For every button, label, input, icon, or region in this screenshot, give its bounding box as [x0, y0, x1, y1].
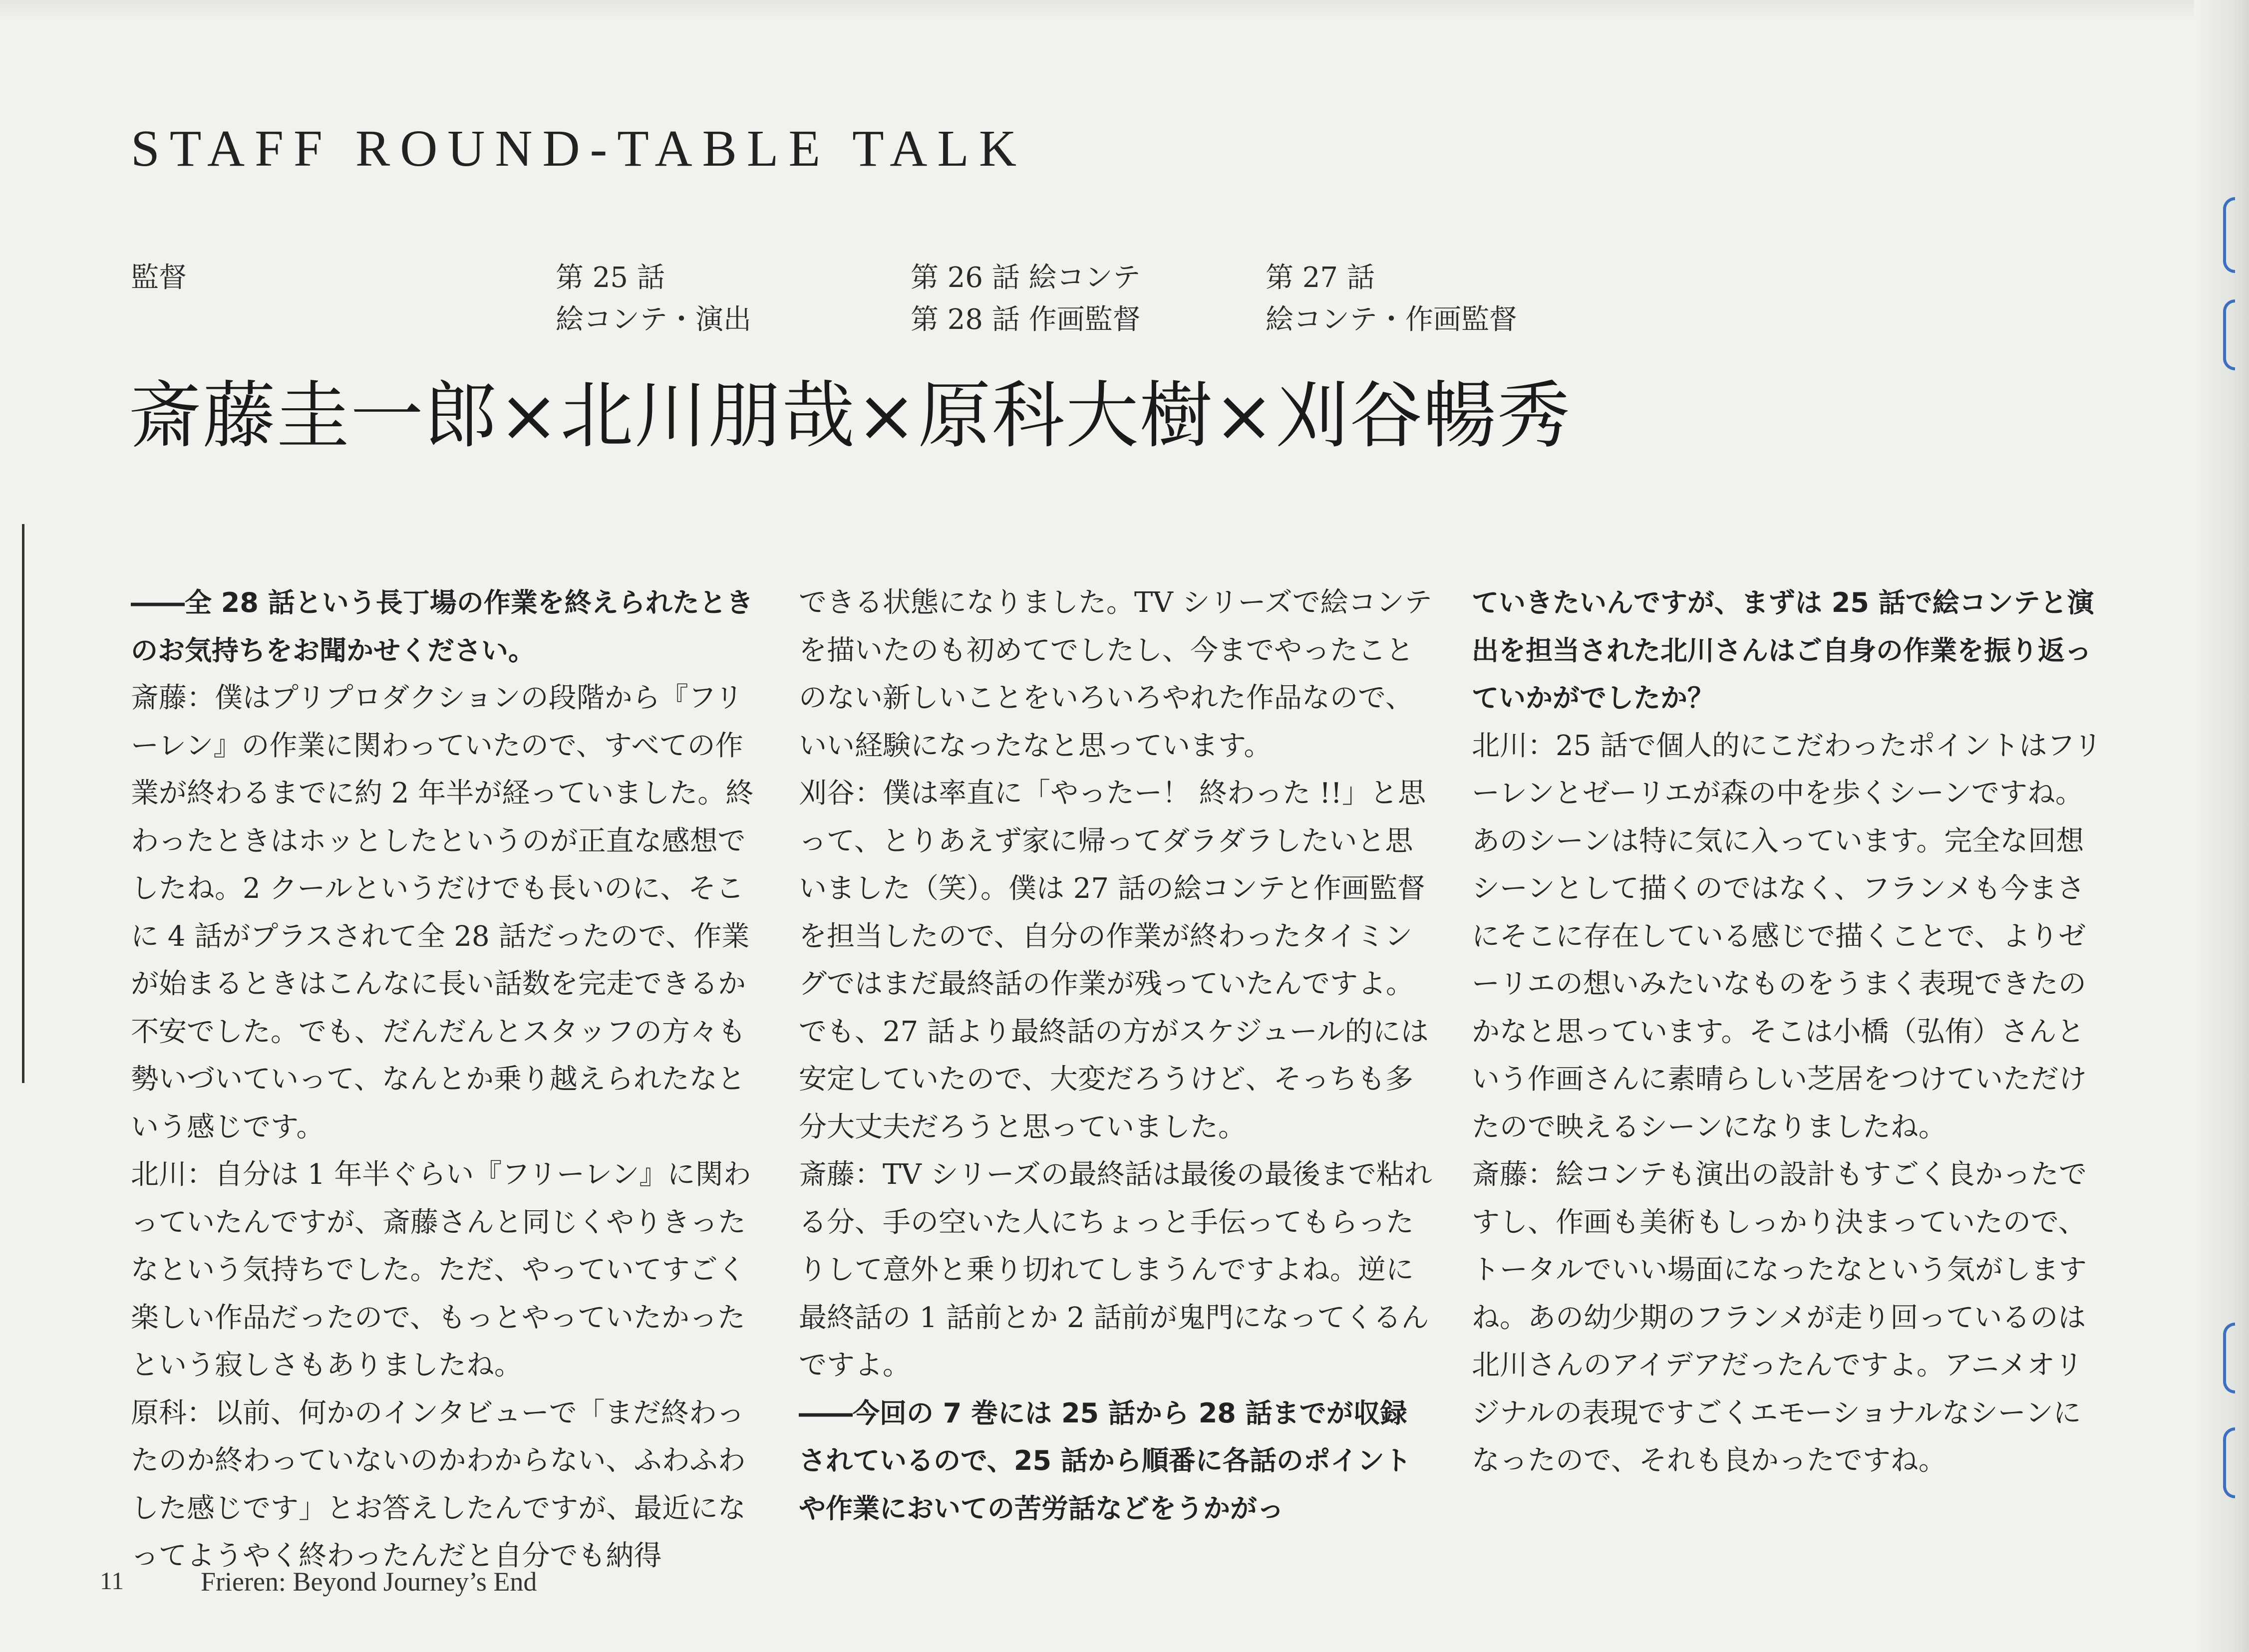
interview-answer: 原科：以前、何かのインタビューで「まだ終わったのか終わっていないのかわからない、ふわふわした感じです」とお答えしたんですが、最近になってようやく終わったんだと自分でも納得 [131, 1396, 746, 1572]
text-column-3 [1472, 579, 2106, 1485]
role-episode-26-28 [911, 257, 1141, 341]
margin-rule [22, 524, 24, 1083]
binding-staple [2223, 197, 2235, 273]
section-title: STAFF ROUND-TABLE TALK [131, 120, 1027, 177]
text-column-1 [131, 579, 765, 1580]
interview-answer: 刈谷：僕は率直に「やったー！ 終わった !!」と思って、とりあえず家に帰ってダラダラしたいと思いました（笑）。僕は 27 話の絵コンテと作画監督を担当したので、自分の作業が終わったタイミングではまだ最終話の作業が残っていたんですよ。でも、27 話より最終話の方がスケジュール的には安定していたので、大変だろうけど、そっちも多分大丈夫だろうと思っていました。 [799, 777, 1429, 1143]
interview-answer: 斎藤：TV シリーズの最終話は最後の最後まで粘れる分、手の空いた人にちょっと手伝ってもらったりして意外と乗り切れてしまうんですよね。逆に最終話の 1 話前とか 2 話前が鬼門になってくるんですよ。 [799, 1158, 1432, 1381]
binding-staple [2223, 299, 2235, 370]
participant-names: 斎藤圭一郎×北川朋哉×原科大樹×刈谷暢秀 [129, 373, 1571, 458]
interview-answer: できる状態になりました。TV シリーズで絵コンテを描いたのも初めてでしたし、今までやったことのない新しいことをいろいろやれた作品なので、いい経験になったなと思っています。 [799, 586, 1432, 762]
role-line: 第 27 話 [1266, 262, 1375, 294]
interview-answer: 北川：自分は 1 年半ぐらい『フリーレン』に関わっていたんですが、斎藤さんと同じくやりきったなという気持ちでした。ただ、やっていてすごく楽しい作品だったので、もっとやっていたかったという寂しさもありましたね。 [131, 1158, 751, 1381]
role-line: 第 28 話 作画監督 [911, 303, 1141, 336]
interview-answer: 斎藤：絵コンテも演出の設計もすごく良かったですし、作画も美術もしっかり決まっていたので、トータルでいい場面になったなという気がしますね。あの幼少期のフランメが走り回っているのは北川さんのアイデアだったんですよ。アニメオリジナルの表現ですごくエモーショナルなシーンになったので、それも良かったですね。 [1472, 1158, 2087, 1477]
role-director [131, 257, 187, 299]
book-title: Frieren: Beyond Journey’s End [201, 1567, 537, 1597]
role-line: 第 25 話 [556, 262, 665, 294]
page-edge [0, 0, 2249, 20]
interview-answer: 北川：25 話で個人的にこだわったポイントはフリーレンとゼーリエが森の中を歩くシーンですね。あのシーンは特に気に入っています。完全な回想シーンとして描くのではなく、フランメも今まさにそこに存在している感じで描くことで、よりゼーリエの想いみたいなものをうまく表現できたのかなと思っています。そこは小橋（弘侑）さんという作画さんに素晴らしい芝居をつけていただけたので映えるシーンになりましたね。 [1472, 729, 2102, 1143]
role-line: 絵コンテ・作画監督 [1266, 303, 1517, 336]
interview-question: ていきたいんですが、まずは 25 話で絵コンテと演出を担当された北川さんはご自身の作業を振り返っていかがでしたか？ [1472, 587, 2094, 714]
binding-staple [2223, 1427, 2235, 1498]
page-number: 11 [100, 1567, 124, 1595]
role-episode-27 [1266, 257, 1517, 341]
role-episode-25 [556, 257, 751, 341]
interview-question: ――全 28 話という長丁場の作業を終えられたときのお気持ちをお聞かせください。 [131, 587, 753, 666]
role-line: 監督 [131, 262, 187, 294]
role-line: 第 26 話 絵コンテ [911, 262, 1141, 294]
page-edge-right [2194, 0, 2249, 1652]
text-column-2 [799, 579, 1433, 1532]
binding-staple [2223, 1323, 2235, 1393]
interview-answer: 斎藤：僕はプリプロダクションの段階から『フリーレン』の作業に関わっていたので、すべての作業が終わるまでに約 2 年半が経っていました。終わったときはホッとしたというのが正直な感想でしたね。2 クールというだけでも長いのに、そこに 4 話がプラスされて全 28 話だったので、作業が始まるときはこんなに長い話数を完走できるか不安でした。でも、だんだんとスタッフの方々も勢いづいていって、なんとか乗り越えられたなという感じです。 [131, 682, 754, 1143]
role-line: 絵コンテ・演出 [556, 303, 751, 336]
interview-question: ――今回の 7 巻には 25 話から 28 話までが収録されているので、25 話から順番に各話のポイントや作業においての苦労話などをうかがっ [799, 1397, 1411, 1524]
